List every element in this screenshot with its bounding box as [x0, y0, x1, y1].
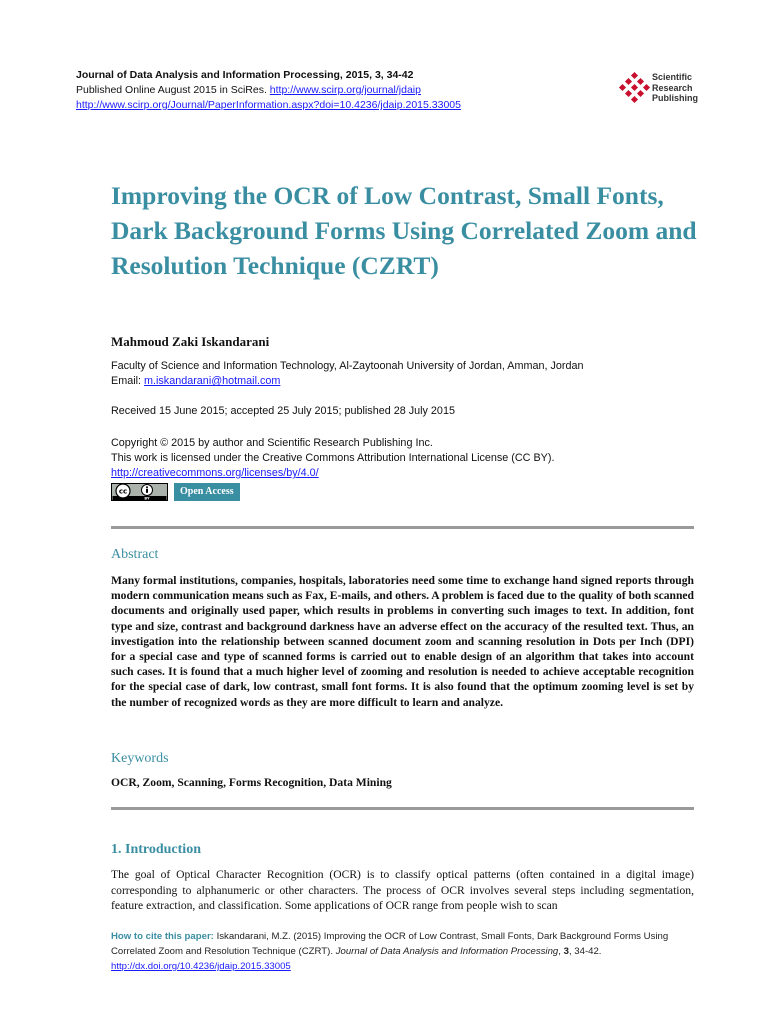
- abstract-text: Many formal institutions, companies, hospitals, laboratories need some time to exchange hand signed reports through modern communication means such as Fax, E-mails, and others. A problem is faced due to the quality of both scanned documents and originally used paper, which results in problems in converting such images to text. In addition, font type and size, contrast and background darkness have an adverse effect on the accuracy of the resulted text. Thus, an investigation into the relationship between scanned document zoom and scanning resolution in Dots per Inch (DPI) for a special case and type of scanned forms is carried out to enable design of an algorithm that takes into account such cases. It is found that a much higher level of zooming and resolution is needed to achieve acceptable recognition for the special case of dark, low contrast, small font forms. It is also found that the optimum zooming level is set by the number of recognized words as they are more difficult to learn and analyze.: [111, 574, 694, 709]
- logo-line-3: Publishing: [652, 93, 698, 103]
- doi-url-link[interactable]: http://www.scirp.org/Journal/PaperInformation.aspx?doi=10.4236/jdaip.2015.33005: [76, 99, 461, 111]
- citation-block: How to cite this paper: Iskandarani, M.Z. (2015) Improving the OCR of Low Contrast, Small Fonts, Dark Background Forms Using Correlated Zoom and Resolution Technique (CZRT). Journal of Data Analysis and Information Processing, 3, 34-42. http://dx.doi.org/10.4236/jdaip.2015.33005: [111, 931, 669, 972]
- logo-line-1: Scientific: [652, 72, 693, 82]
- section-divider-top: [111, 526, 694, 529]
- published-text: Published Online August 2015 in SciRes.: [76, 84, 267, 96]
- citation-journal: Journal of Data Analysis and Information Processing: [335, 946, 559, 957]
- email-link[interactable]: m.iskandarani@hotmail.com: [144, 375, 281, 387]
- citation-label: How to cite this paper:: [111, 931, 214, 942]
- received-dates: Received 15 June 2015; accepted 25 July 2015; published 28 July 2015: [111, 405, 455, 417]
- license-line: This work is licensed under the Creative Commons Attribution International License (CC BY).: [111, 452, 555, 464]
- affiliation-block: [111, 359, 584, 389]
- cc-badge-text: cc: [118, 487, 128, 496]
- copyright-line: Copyright © 2015 by author and Scientific Research Publishing Inc.: [111, 437, 433, 449]
- license-url-link[interactable]: http://creativecommons.org/licenses/by/4.0/: [111, 467, 319, 479]
- cc-by-license-icon[interactable]: [111, 483, 168, 501]
- journal-url-link[interactable]: http://www.scirp.org/journal/jdaip: [269, 84, 421, 96]
- journal-citation-line: Journal of Data Analysis and Information Processing, 2015, 3, 34-42: [76, 69, 414, 81]
- logo-wordmark: [652, 72, 698, 104]
- section-divider-bottom: [111, 807, 694, 810]
- license-url-line: [111, 466, 554, 481]
- citation-doi-link[interactable]: http://dx.doi.org/10.4236/jdaip.2015.33005: [111, 961, 291, 972]
- keywords-text: OCR, Zoom, Scanning, Forms Recognition, Data Mining: [111, 776, 392, 789]
- introduction-heading: 1. Introduction: [111, 842, 201, 857]
- affiliation: Faculty of Science and Information Technology, Al-Zaytoonah University of Jordan, Amman, Jordan: [111, 360, 584, 372]
- author-name: Mahmoud Zaki Iskandarani: [111, 334, 270, 349]
- logo-line-2: Research: [652, 82, 693, 93]
- published-line: [76, 83, 461, 98]
- email-label: Email:: [111, 375, 141, 387]
- citation-text: Iskandarani, M.Z. (2015) Improving the OCR of Low Contrast, Small Fonts, Dark Background Forms Using Correlated Zoom and Resolution Technique (CZRT).: [111, 931, 669, 957]
- keywords-heading: Keywords: [111, 751, 169, 766]
- email-line: [111, 374, 584, 389]
- cc-by-text: BY: [144, 496, 150, 501]
- doi-line: [76, 98, 461, 113]
- copyright-block: [111, 436, 554, 481]
- paper-title: Improving the OCR of Low Contrast, Small Fonts, Dark Background Forms Using Correlated Zoom and Resolution Technique (CZRT): [111, 181, 697, 280]
- journal-header: [76, 68, 461, 113]
- citation-volume: 3: [563, 946, 569, 957]
- citation-pages: , 34-42.: [568, 946, 602, 957]
- abstract-heading: Abstract: [111, 547, 159, 562]
- open-access-badge: Open Access: [174, 483, 240, 501]
- introduction-text: The goal of Optical Character Recognition (OCR) is to classify optical patterns (often contained in a digital image) corresponding to alphanumeric or other characters. The process of OCR involves several steps including segmentation, feature extraction, and classification. Some applications of OCR range from people wish to scan: [111, 868, 694, 912]
